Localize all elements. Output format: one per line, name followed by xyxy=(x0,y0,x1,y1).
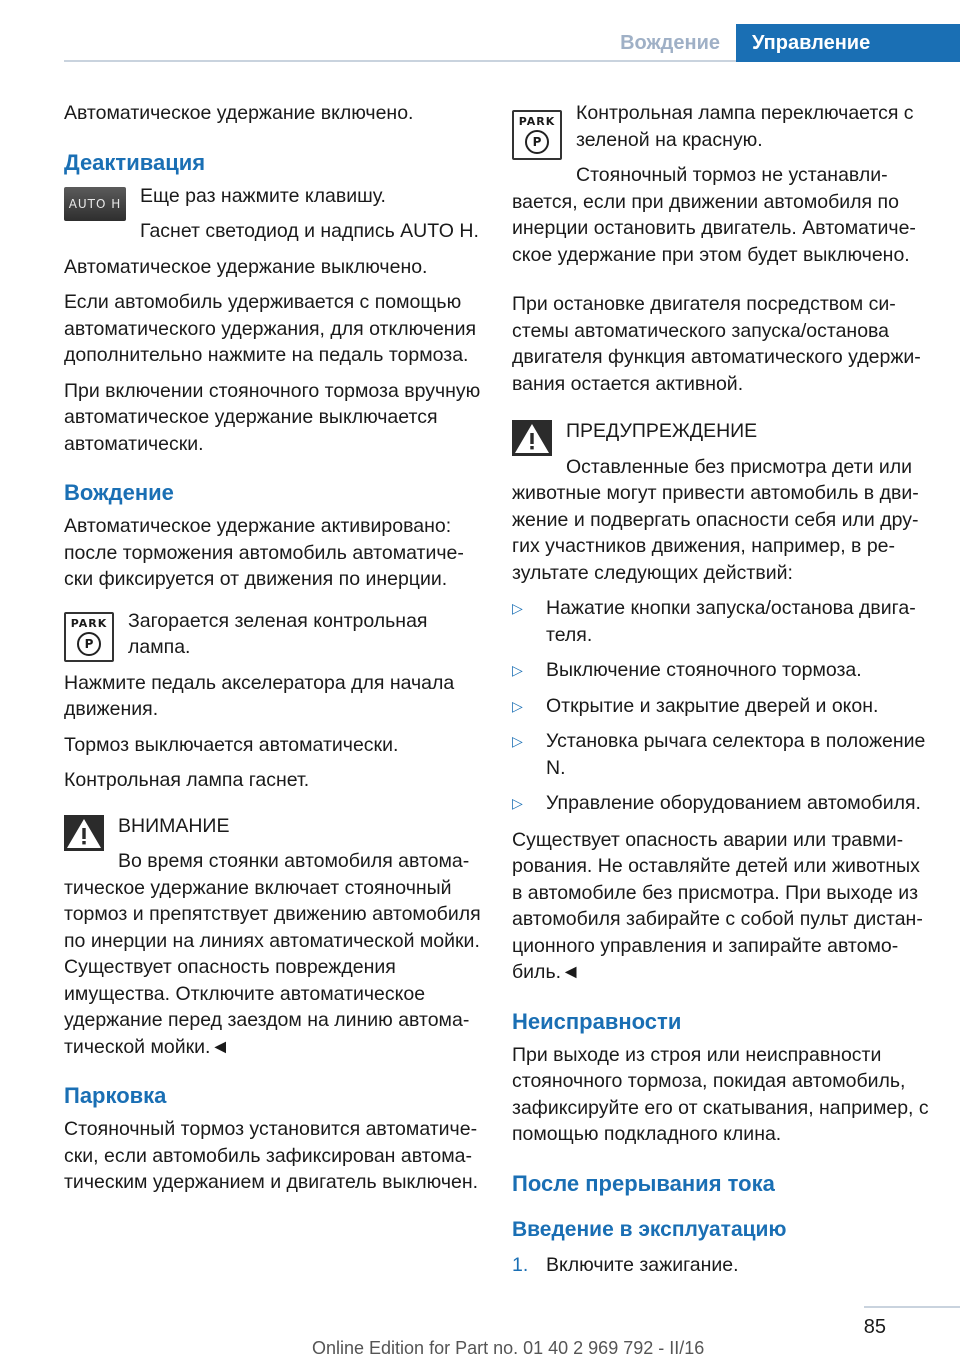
heading-commissioning: Введение в эксплуатацию xyxy=(512,1217,787,1241)
list-item: ▷ Открытие и закрытие дверей и окон. xyxy=(512,693,930,720)
bullet-arrow-icon: ▷ xyxy=(512,733,523,749)
numbered-list xyxy=(512,1252,930,1279)
header-chapter: Управление xyxy=(736,24,960,62)
paragraph: Загорается зеленая контрольная лампа. xyxy=(128,609,428,658)
heading-driving: Вождение xyxy=(64,480,174,505)
warning-text: Во время стоянки автомобиля автоматическое удержание включает стояночный тормоз и препятствует движению автомобиля по инерции на линиях автоматической мойки. Существует опасность повреждения имущества. Отключите автоматическое удержание перед заездом на линию автоматической мойки.◄ xyxy=(64,850,481,1058)
warning-text: Оставленные без присмотра дети или животные могут привести автомобиль в движение и подвергать опасности себя или других участников движения, например, в результате следующих действий: xyxy=(512,455,919,584)
left-column xyxy=(64,100,482,1205)
warning-title: ВНИМАНИЕ xyxy=(118,814,230,837)
bullet-list xyxy=(512,595,930,817)
park-icon-p: P xyxy=(525,130,549,154)
paragraph: Контрольная лампа переключается с зеленой на красную. xyxy=(576,102,914,151)
heading-deactivation: Деактивация xyxy=(64,149,206,175)
paragraph: Тормоз выключается автоматически. xyxy=(64,733,399,756)
step-number: 1. xyxy=(512,1253,529,1276)
list-item: ▷ Нажатие кнопки запуска/останова двигателя. xyxy=(512,597,916,646)
warning-triangle-icon xyxy=(64,815,104,851)
list-item: ▷ Управление оборудованием автомобиля. xyxy=(512,790,930,817)
park-icon-label: PARK xyxy=(70,616,108,630)
paragraph: Еще раз нажмите клавишу. xyxy=(140,184,386,207)
paragraph: Нажмите педаль акселератора для начала движения. xyxy=(64,671,455,720)
paragraph: При остановке двигателя посредством системы автоматического запуска/останова двигателя функция автоматического удерживания остается активной. xyxy=(512,293,921,395)
page-number: 85 xyxy=(863,1316,886,1338)
header-section: Вождение xyxy=(620,32,720,54)
park-icon-label: PARK xyxy=(518,115,556,128)
park-indicator-icon xyxy=(64,612,114,662)
right-column xyxy=(512,100,930,1278)
heading-malfunctions: Неисправности xyxy=(512,1008,682,1034)
park-indicator-icon xyxy=(512,110,562,160)
list-item: ▷ Выключение стояночного тормоза. xyxy=(512,657,930,684)
paragraph: Существует опасность аварии или травмирования. Не оставляйте детей или животных в автомобиле без присмотра. При выходе из автомобиля забирайте с собой пульт дистанционного управления и запирайте автомобиль.◄ xyxy=(512,828,923,983)
heading-after-power-loss: После прерывания тока xyxy=(512,1170,775,1196)
bullet-arrow-icon: ▷ xyxy=(512,795,523,811)
edition-footer: Online Edition for Part no. 01 40 2 969 792 - II/16 xyxy=(312,1338,705,1358)
bullet-arrow-icon: ▷ xyxy=(512,600,523,616)
paragraph: Стояночный тормоз не устанавливается, если при движении автомобиля по инерции остановить двигатель. Автоматическое удержание при этом будет выключено. xyxy=(512,164,916,266)
auto-h-button-icon: AUTO H xyxy=(64,187,126,221)
warning-triangle-icon xyxy=(512,420,552,456)
heading-parking: Парковка xyxy=(64,1083,167,1108)
paragraph: Контрольная лампа гаснет. xyxy=(64,769,310,791)
paragraph: Автоматическое удержание включено. xyxy=(64,102,414,124)
paragraph: Автоматическое удержание активировано: после торможения автомобиль автоматически фиксируется от движения по инерции. xyxy=(64,515,464,590)
paragraph: Гаснет светодиод и надпись AUTO H. xyxy=(140,220,479,242)
list-item: 1. Включите зажигание. xyxy=(512,1252,930,1279)
paragraph: При выходе из строя или неисправности стояночного тормоза, покидая автомобиль, зафиксируйте его от скатывания, например, с помощью подкладного клина. xyxy=(512,1043,929,1145)
paragraph: Стояночный тормоз установится автоматически, если автомобиль зафиксирован автоматическим удержанием и двигатель выключен. xyxy=(64,1118,479,1193)
list-item: ▷ Установка рычага селектора в положение N. xyxy=(512,730,926,779)
park-icon-p: P xyxy=(77,632,101,656)
bullet-arrow-icon: ▷ xyxy=(512,697,523,714)
paragraph: Если автомобиль удерживается с помощью автоматического удержания, для отключения дополнительно нажмите на педаль тормоза. xyxy=(64,291,477,366)
paragraph: При включении стояночного тормоза вручную автоматическое удержание выключается автоматически. xyxy=(64,379,481,455)
warning-title: ПРЕДУПРЕЖДЕНИЕ xyxy=(566,420,758,442)
footer-rule xyxy=(864,1306,960,1308)
paragraph: Автоматическое удержание выключено. xyxy=(64,255,428,278)
bullet-arrow-icon: ▷ xyxy=(512,662,523,678)
